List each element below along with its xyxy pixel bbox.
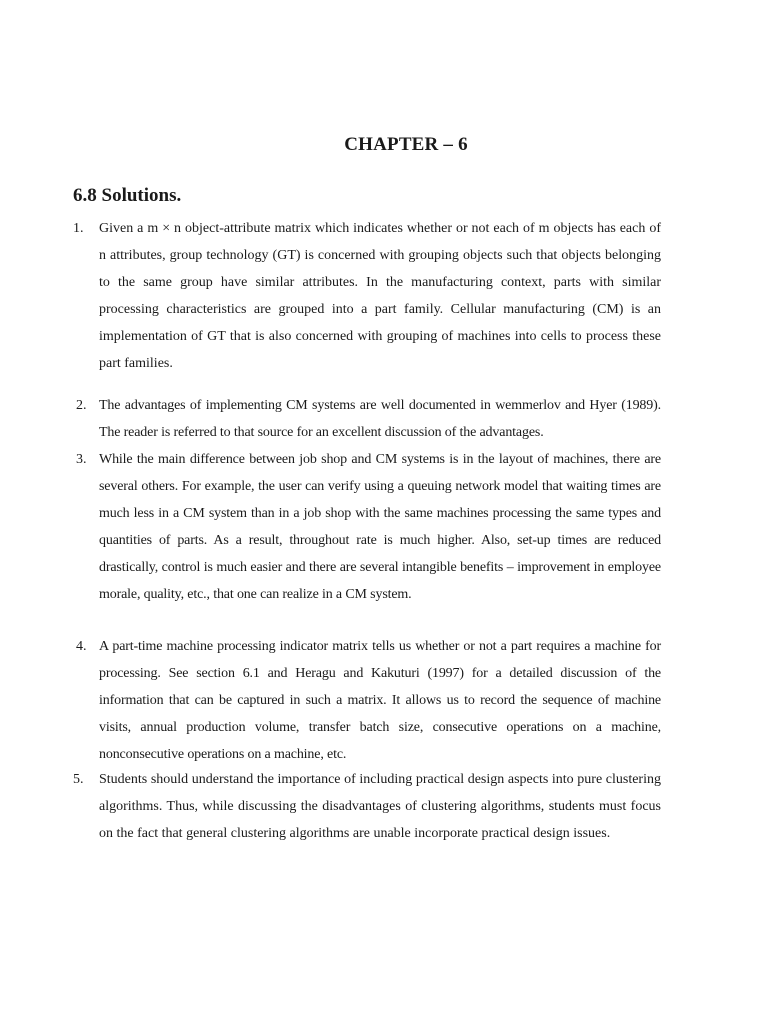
list-item-number: 5.	[73, 772, 84, 787]
list-item-number: 1.	[73, 221, 84, 236]
list-item-text: The advantages of implementing CM systems are well documented in wemmerlov and Hyer (1989). The reader is referred to that source for an excellent discussion of the advantages.	[99, 398, 661, 440]
list-item-text: A part-time machine processing indicator matrix tells us whether or not a part requires a machine for processing. See section 6.1 and Heragu and Kakuturi (1997) for a detailed discussion of the information that can be captured in such a matrix. It allows us to record the sequence of machine visits, annual production volume, transfer batch size, consecutive operations on a machine, nonconsecutive operations on a machine, etc.	[99, 639, 661, 762]
list-item-text: Students should understand the importance of including practical design aspects into pure clustering algorithms. Thus, while discussing the disadvantages of clustering algorithms, students must focus on the fact that general clustering algorithms are unable incorporate practical design issues.	[99, 772, 661, 841]
list-item-number: 4.	[76, 639, 87, 654]
list-item-text: While the main difference between job shop and CM systems is in the layout of machines, there are several others. For example, the user can verify using a queuing network model that waiting times are much less in a CM system than in a job shop with the same machines processing the same types and quantities of parts. As a result, throughout rate is much higher. Also, set-up times are reduced drastically, control is much easier and there are several intangible benefits – improvement in employee morale, quality, etc., that one can realize in a CM system.	[99, 452, 661, 602]
section-heading: 6.8 Solutions.	[73, 185, 182, 206]
list-item-text: Given a m × n object-attribute matrix which indicates whether or not each of m objects has each of n attributes, group technology (GT) is concerned with grouping objects such that objects belonging to the same group have similar attributes. In the manufacturing context, parts with similar processing characteristics are grouped into a part family. Cellular manufacturing (CM) is an implementation of GT that is also concerned with grouping of machines into cells to process these part families.	[99, 221, 661, 371]
list-item-number: 3.	[76, 452, 87, 467]
list-item-number: 2.	[76, 398, 87, 413]
chapter-title: CHAPTER – 6	[344, 134, 468, 155]
